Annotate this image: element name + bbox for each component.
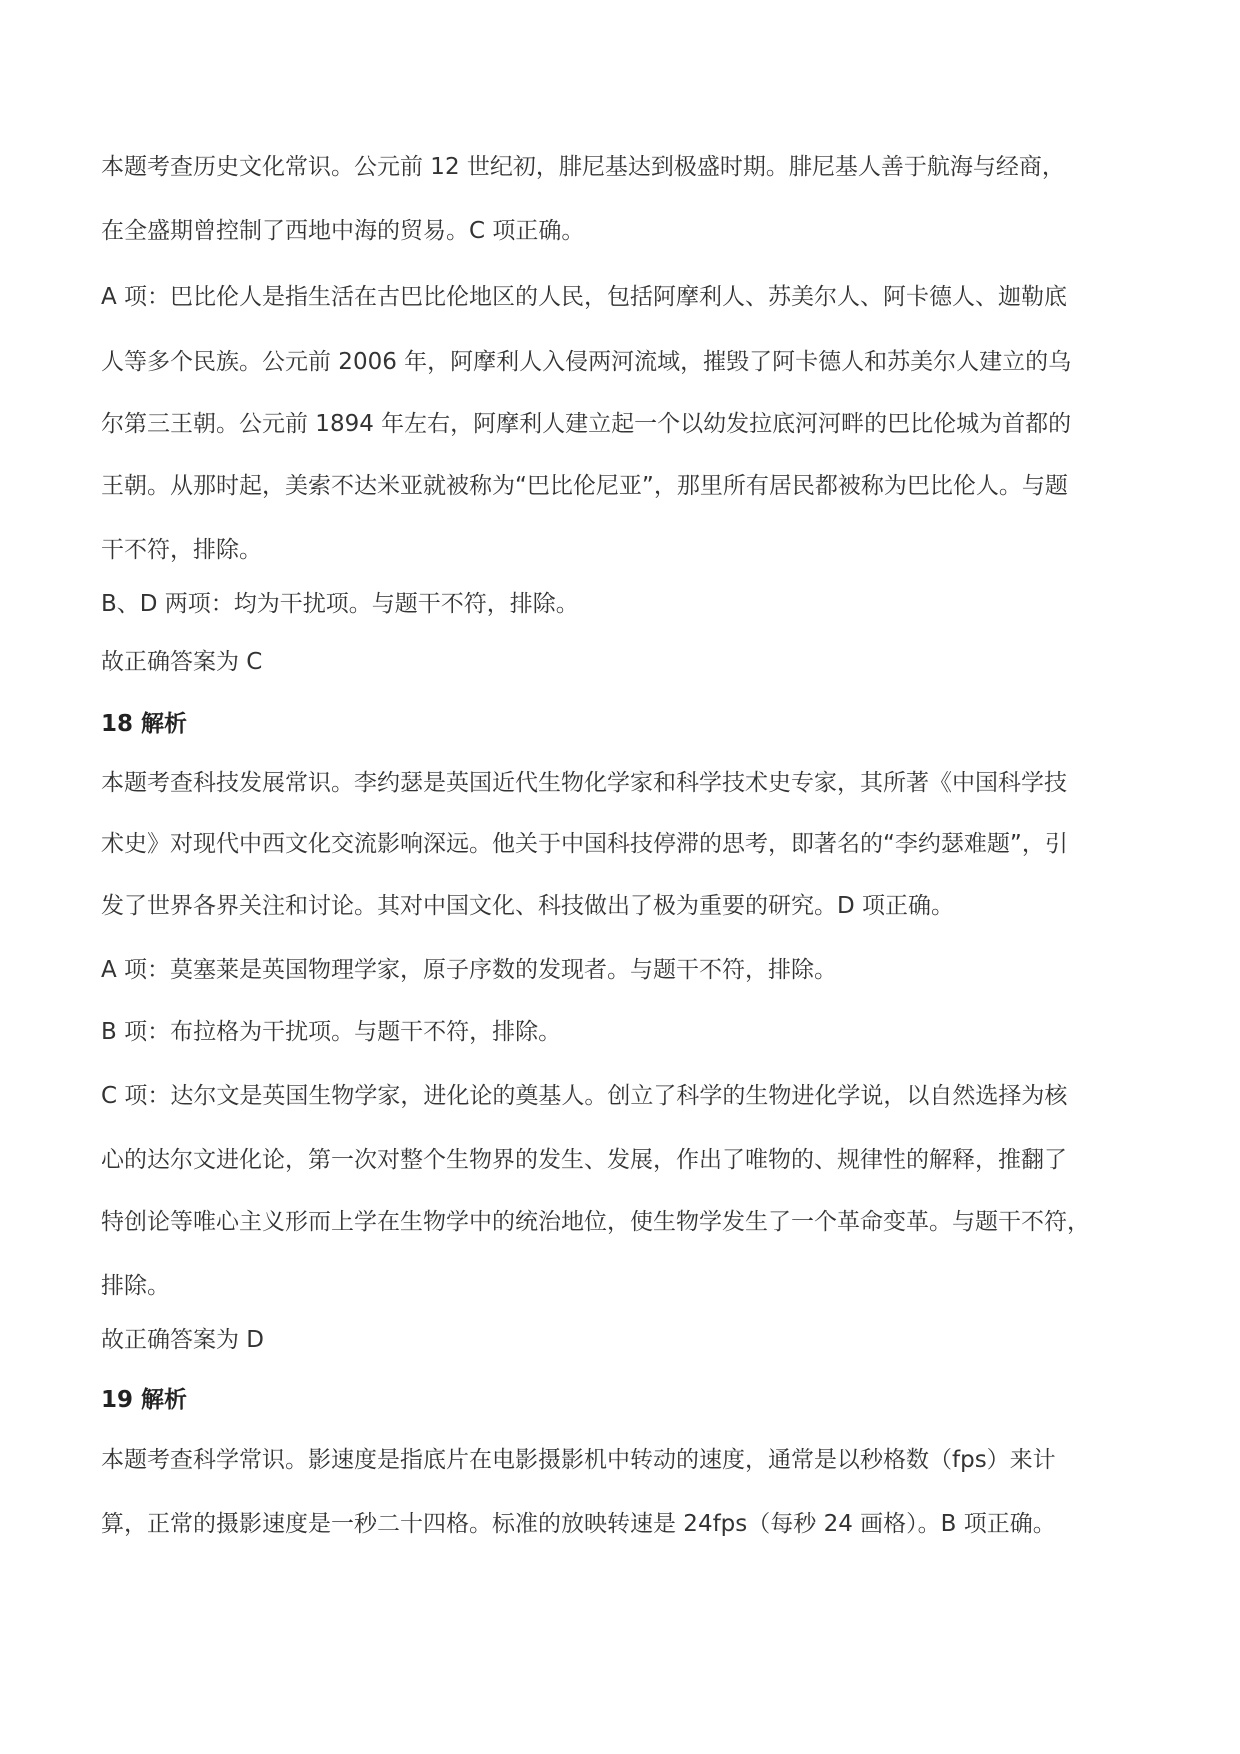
text-line: 王朝。从那时起，美索不达米亚就被称为“巴比伦尼亚”，那里所有居民都被称为巴比伦人。与题 bbox=[101, 473, 1068, 499]
text-line: 尔第三王朝。公元前 1894 年左右，阿摩利人建立起一个以幼发拉底河河畔的巴比伦城为首都的 bbox=[101, 411, 1072, 437]
section-heading: 18 解析 bbox=[101, 711, 188, 737]
text-line: 故正确答案为 D bbox=[101, 1327, 265, 1353]
text-line: 本题考查科技发展常识。李约瑟是英国近代生物化学家和科学技术史专家，其所著《中国科学技 bbox=[101, 770, 1067, 796]
text-line: 本题考查科学常识。影速度是指底片在电影摄影机中转动的速度，通常是以秒格数（fps）来计 bbox=[101, 1447, 1056, 1473]
text-line: B 项：布拉格为干扰项。与题干不符，排除。 bbox=[101, 1019, 562, 1045]
text-line: 故正确答案为 C bbox=[101, 649, 263, 675]
text-line: 心的达尔文进化论，第一次对整个生物界的发生、发展，作出了唯物的、规律性的解释，推翻了 bbox=[101, 1147, 1067, 1173]
text-line: 本题考查历史文化常识。公元前 12 世纪初，腓尼基达到极盛时期。腓尼基人善于航海与经商， bbox=[101, 154, 1065, 180]
section-heading: 19 解析 bbox=[101, 1387, 188, 1413]
text-line: 排除。 bbox=[101, 1273, 170, 1299]
text-line: 人等多个民族。公元前 2006 年，阿摩利人入侵两河流域，摧毁了阿卡德人和苏美尔人建立的乌 bbox=[101, 349, 1072, 375]
text-line: 干不符，排除。 bbox=[101, 537, 262, 563]
text-line: 特创论等唯心主义形而上学在生物学中的统治地位，使生物学发生了一个革命变革。与题干不符， bbox=[101, 1209, 1090, 1235]
text-line: 算，正常的摄影速度是一秒二十四格。标准的放映转速是 24fps（每秒 24 画格）。B 项正确。 bbox=[101, 1511, 1056, 1537]
text-line: C 项：达尔文是英国生物学家，进化论的奠基人。创立了科学的生物进化学说，以自然选择为核 bbox=[101, 1083, 1068, 1109]
text-line: 在全盛期曾控制了西地中海的贸易。C 项正确。 bbox=[101, 218, 585, 244]
text-line: 术史》对现代中西文化交流影响深远。他关于中国科技停滞的思考，即著名的“李约瑟难题”，引 bbox=[101, 831, 1068, 857]
text-line: 发了世界各界关注和讨论。其对中国文化、科技做出了极为重要的研究。D 项正确。 bbox=[101, 893, 955, 919]
text-line: A 项：莫塞莱是英国物理学家，原子序数的发现者。与题干不符，排除。 bbox=[101, 957, 838, 983]
text-line: B、D 两项：均为干扰项。与题干不符，排除。 bbox=[101, 591, 579, 617]
text-line: A 项：巴比伦人是指生活在古巴比伦地区的人民，包括阿摩利人、苏美尔人、阿卡德人、迦勒底 bbox=[101, 284, 1068, 310]
